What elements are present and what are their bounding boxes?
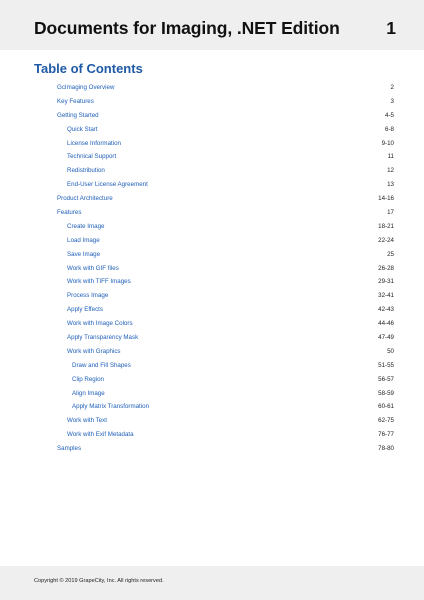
toc-entry-link[interactable]: Key Features bbox=[57, 97, 94, 105]
page-number: 1 bbox=[386, 18, 396, 38]
toc-entry[interactable] bbox=[0, 81, 424, 95]
toc-entry-pages: 18-21 bbox=[378, 222, 394, 230]
toc-entry-link[interactable]: Apply Transparency Mask bbox=[67, 334, 139, 342]
toc-entry[interactable] bbox=[0, 206, 424, 220]
document-title: Documents for Imaging, .NET Edition bbox=[34, 18, 340, 38]
toc-entry-link[interactable]: Work with TIFF Images bbox=[67, 278, 131, 286]
toc-entry[interactable] bbox=[0, 248, 424, 262]
toc-entry[interactable] bbox=[0, 123, 424, 137]
toc-entry[interactable] bbox=[0, 331, 424, 345]
toc-entry-pages: 9-10 bbox=[381, 139, 394, 147]
toc-entry[interactable] bbox=[0, 262, 424, 276]
toc-entry[interactable] bbox=[0, 178, 424, 192]
toc-entry-pages: 51-55 bbox=[378, 361, 394, 369]
copyright-notice: Copyright © 2019 GrapeCity, Inc. All rights reserved. bbox=[34, 578, 164, 584]
toc-entry-link[interactable]: GcImaging Overview bbox=[57, 84, 115, 91]
toc-entry-pages: 47-49 bbox=[378, 334, 394, 342]
toc-entry-link[interactable]: Work with Exif Metadata bbox=[67, 431, 134, 439]
toc-entry-link[interactable]: Process Image bbox=[67, 292, 109, 300]
table-of-contents bbox=[0, 81, 424, 456]
toc-entry[interactable] bbox=[0, 164, 424, 178]
toc-entry-link[interactable]: Work with Image Colors bbox=[67, 320, 133, 328]
toc-entry[interactable] bbox=[0, 289, 424, 303]
toc-entry-pages: 50 bbox=[387, 347, 394, 355]
toc-entry-pages: 3 bbox=[390, 97, 394, 105]
toc-entry-link[interactable]: Samples bbox=[57, 445, 82, 453]
toc-entry-pages: 78-80 bbox=[378, 445, 394, 453]
toc-entry[interactable] bbox=[0, 95, 424, 109]
toc-entry-pages: 62-75 bbox=[378, 417, 394, 425]
toc-entry[interactable] bbox=[0, 275, 424, 289]
toc-entry-link[interactable]: Create Image bbox=[67, 222, 105, 230]
toc-entry-pages: 76-77 bbox=[378, 431, 394, 439]
toc-entry-link[interactable]: Work with Text bbox=[67, 417, 107, 425]
toc-entry-link[interactable]: Product Architecture bbox=[57, 195, 113, 203]
toc-entry-link[interactable]: Features bbox=[57, 209, 82, 217]
toc-entry[interactable] bbox=[0, 428, 424, 442]
toc-entry-link[interactable]: License Information bbox=[67, 139, 121, 147]
toc-entry-pages: 26-28 bbox=[378, 264, 394, 272]
toc-entry[interactable] bbox=[0, 373, 424, 387]
toc-entry[interactable] bbox=[0, 442, 424, 456]
toc-entry-link[interactable]: Apply Effects bbox=[67, 306, 103, 314]
toc-entry-pages: 17 bbox=[387, 209, 394, 217]
toc-entry[interactable] bbox=[0, 359, 424, 373]
toc-entry-link[interactable]: Work with Graphics bbox=[67, 347, 121, 355]
toc-entry-pages: 12 bbox=[387, 167, 394, 175]
toc-entry-link[interactable]: Save Image bbox=[67, 250, 101, 258]
toc-entry-pages: 42-43 bbox=[378, 306, 394, 314]
toc-entry-pages: 2 bbox=[390, 84, 394, 91]
toc-entry[interactable] bbox=[0, 303, 424, 317]
toc-entry[interactable] bbox=[0, 109, 424, 123]
toc-entry-pages: 32-41 bbox=[378, 292, 394, 300]
toc-entry-link[interactable]: Redistribution bbox=[67, 167, 105, 175]
toc-entry-pages: 14-16 bbox=[378, 195, 394, 203]
toc-entry-link[interactable]: Apply Matrix Transformation bbox=[72, 403, 150, 411]
toc-entry[interactable] bbox=[0, 192, 424, 206]
toc-entry[interactable] bbox=[0, 400, 424, 414]
toc-entry-link[interactable]: Quick Start bbox=[67, 125, 98, 133]
toc-entry[interactable] bbox=[0, 137, 424, 151]
toc-entry-link[interactable]: Load Image bbox=[67, 236, 100, 244]
toc-entry-pages: 13 bbox=[387, 181, 394, 189]
toc-entry-link[interactable]: Clip Region bbox=[72, 375, 104, 383]
toc-entry-link[interactable]: End-User License Agreement bbox=[67, 181, 148, 189]
toc-entry-pages: 22-24 bbox=[378, 236, 394, 244]
toc-entry[interactable] bbox=[0, 317, 424, 331]
toc-entry-link[interactable]: Technical Support bbox=[67, 153, 117, 161]
toc-entry-link[interactable]: Work with GIF files bbox=[67, 264, 119, 272]
toc-entry[interactable] bbox=[0, 387, 424, 401]
toc-entry-link[interactable]: Align Image bbox=[72, 389, 105, 397]
toc-entry-pages: 56-57 bbox=[378, 375, 394, 383]
toc-entry-link[interactable]: Getting Started bbox=[57, 111, 99, 119]
toc-entry[interactable] bbox=[0, 345, 424, 359]
toc-entry-pages: 58-59 bbox=[378, 389, 394, 397]
toc-entry-pages: 25 bbox=[387, 250, 394, 258]
toc-entry-pages: 11 bbox=[387, 153, 394, 161]
toc-entry[interactable] bbox=[0, 414, 424, 428]
toc-entry-link[interactable]: Draw and Fill Shapes bbox=[72, 361, 131, 369]
toc-heading: Table of Contents bbox=[34, 61, 143, 76]
toc-entry-pages: 60-61 bbox=[378, 403, 394, 411]
toc-entry[interactable] bbox=[0, 220, 424, 234]
toc-entry[interactable] bbox=[0, 150, 424, 164]
toc-entry-pages: 6-8 bbox=[385, 125, 394, 133]
toc-entry[interactable] bbox=[0, 234, 424, 248]
toc-entry-pages: 4-5 bbox=[385, 111, 394, 119]
toc-entry-pages: 44-46 bbox=[378, 320, 394, 328]
toc-entry-pages: 29-31 bbox=[378, 278, 394, 286]
